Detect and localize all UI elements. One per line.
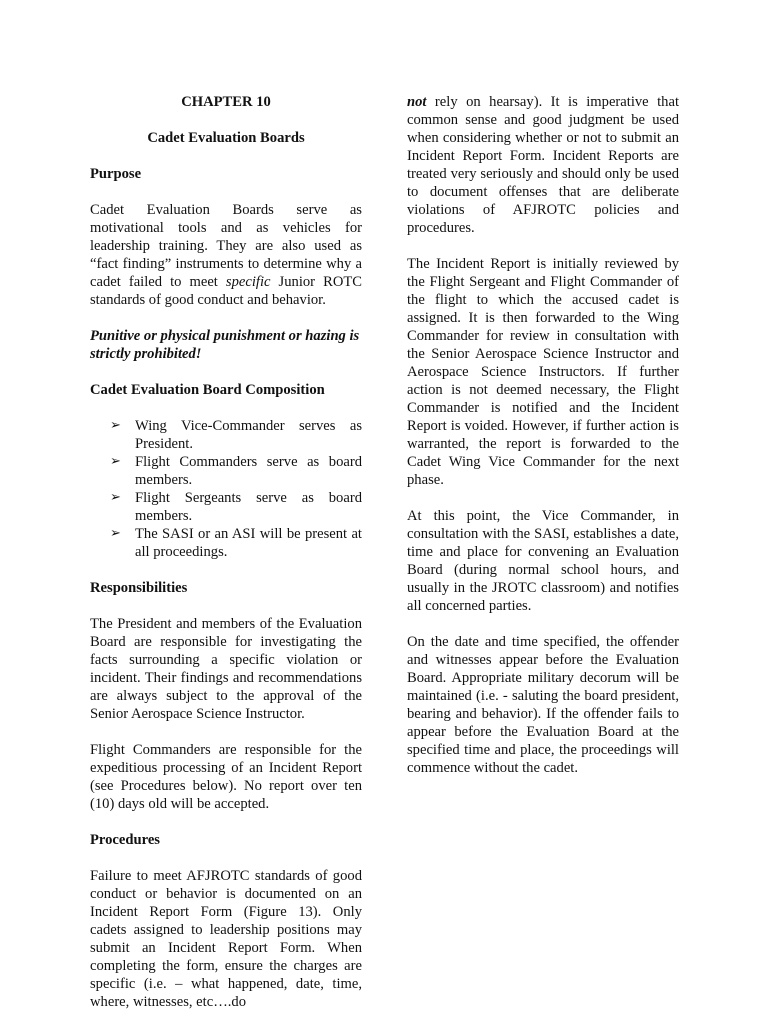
purpose-text-before: Cadet Evaluation Boards serve as motivational tools and as vehicles for leadership training. They are also used as “fact finding” instruments to determine why a cadet failed to meet bbox=[90, 202, 362, 290]
procedures-paragraph-2: The Incident Report is initially reviewed by the Flight Sergeant and Flight Commander of the flight to which the accused cadet is assigned. It is then forwarded to the Wing Commander for review in consultation with the Senior Aerospace Science Instructor and Aerospace Science Instructors. If further action is not deemed necessary, the Flight Commander is notified and the Incident Report is voided. However, if further action is warranted, the report is forwarded to the Cadet Wing Vice Commander for the next phase. bbox=[407, 256, 679, 488]
procedures-paragraph-3: At this point, the Vice Commander, in consultation with the SASI, establishes a date, time and place for convening an Evaluation Board (during normal school hours, and usually in the JROTC classroom) and notifies all concerned parties. bbox=[407, 508, 679, 614]
arrowhead-bullet-icon: ➢ bbox=[110, 454, 121, 469]
arrowhead-bullet-icon: ➢ bbox=[110, 490, 121, 505]
procedures-paragraph-4: On the date and time specified, the offender and witnesses appear before the Evaluation Board. Appropriate military decorum will be maintained (i.e. - saluting the board president, bearing and behavior). If the offender fails to appear before the Evaluation Board at the specified time and place, the proceedings will commence without the cadet. bbox=[407, 634, 679, 776]
page-title: Cadet Evaluation Boards bbox=[147, 130, 305, 146]
list-item bbox=[110, 525, 362, 561]
purpose-italic-word: specific bbox=[225, 274, 271, 290]
list-item bbox=[110, 417, 362, 453]
procedures-heading: Procedures bbox=[90, 832, 160, 848]
responsibilities-paragraph-2: Flight Commanders are responsible for the expeditious processing of an Incident Report (see Procedures below). No report over ten (10) days old will be accepted. bbox=[90, 742, 362, 812]
procedures-p1-bold-italic: not bbox=[407, 94, 427, 110]
left-column bbox=[90, 93, 362, 1011]
responsibilities-paragraph-1: The President and members of the Evaluation Board are responsible for investigating the facts surrounding a specific violation or incident. Their findings and recommendations are always subject to the approval of the Senior Aerospace Science Instructor. bbox=[90, 616, 362, 722]
procedures-paragraph-1-start bbox=[90, 867, 362, 1011]
procedures-p1-part1: Failure to meet AFJROTC standards of good conduct or behavior is documented on an Incident Report Form (Figure 13). Only cadets assigned to leadership positions may submit an Incident Report Form. When completing the form, ensure the charges are specific (i.e. – what happened, date, time, where, witnesses, etc….do bbox=[90, 868, 362, 1010]
list-item-text: Flight Commanders serve as board members. bbox=[135, 454, 362, 488]
procedures-p1-part2: rely on hearsay). It is imperative that common sense and good judgment be used when considering whether or not to submit an Incident Report Form. Incident Reports are treated very seriously and should only be used to document offenses that are deliberate violations of AFJROTC policies and procedures. bbox=[407, 94, 679, 236]
list-item-text: Flight Sergeants serve as board members. bbox=[135, 490, 362, 524]
list-item-text: The SASI or an ASI will be present at all proceedings. bbox=[135, 526, 362, 560]
right-column bbox=[407, 93, 679, 795]
list-item bbox=[110, 453, 362, 489]
list-item bbox=[110, 489, 362, 525]
arrowhead-bullet-icon: ➢ bbox=[110, 526, 121, 541]
chapter-heading: CHAPTER 10 bbox=[181, 94, 271, 110]
procedures-paragraph-1-continued bbox=[407, 93, 679, 237]
arrowhead-bullet-icon: ➢ bbox=[110, 418, 121, 433]
purpose-paragraph bbox=[90, 201, 362, 309]
hazing-warning: Punitive or physical punishment or hazing is strictly prohibited! bbox=[90, 328, 360, 362]
composition-list bbox=[90, 417, 362, 561]
purpose-heading: Purpose bbox=[90, 166, 142, 182]
purpose-text-after: Junior ROTC standards of good conduct and behavior. bbox=[90, 274, 363, 308]
responsibilities-heading: Responsibilities bbox=[90, 580, 188, 596]
composition-heading: Cadet Evaluation Board Composition bbox=[90, 382, 325, 398]
list-item-text: Wing Vice-Commander serves as President. bbox=[135, 418, 362, 452]
